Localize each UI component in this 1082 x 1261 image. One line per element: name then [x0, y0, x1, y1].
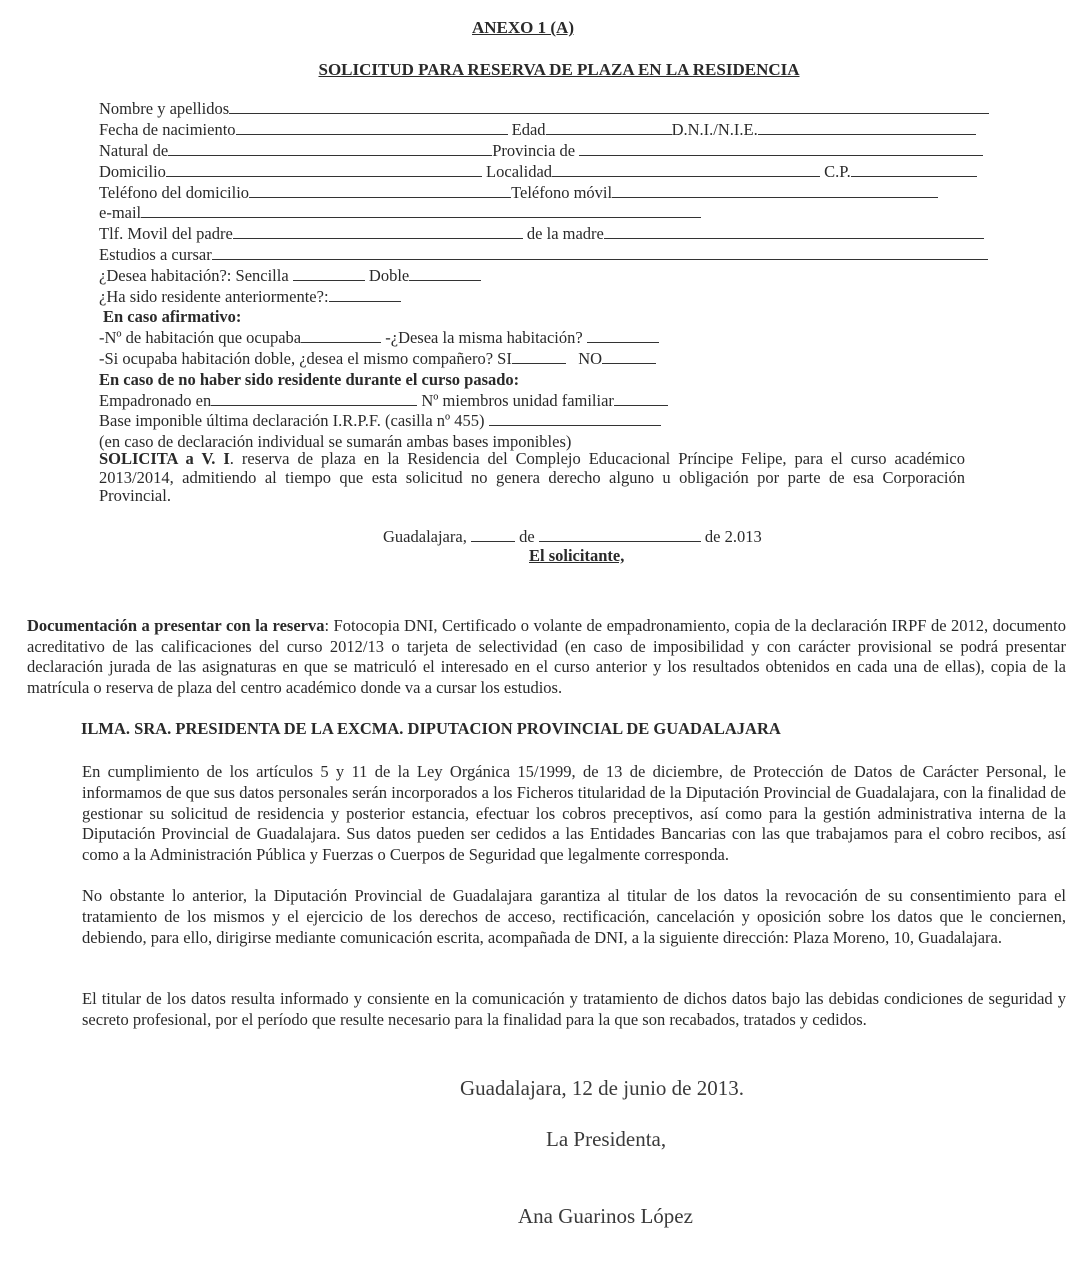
base-line[interactable]	[489, 411, 661, 426]
privacy-paragraph-3: El titular de los datos resulta informado y consiente en la comunicación y tratamiento de dichos datos bajo las debidas condiciones de seguridad y secreto profesional, por el período que resulte necesario para la finalidad para la que son recabados, tratados y cedidos.	[82, 989, 1066, 1029]
privacy-paragraph-1: En cumplimiento de los artículos 5 y 11 de la Ley Orgánica 15/1999, de 13 de diciembre, de Protección de Datos de Carácter Personal, le informamos de que sus datos personales serán incorporados a los Ficheros titularidad de la Diputación Provincial de Guadalajara, con la finalidad de gestionar su solicitud de residencia y posterior estancia, efectuar los cobros preceptivos, así como para la gestión administrativa interna de la Diputación Provincial de Guadalajara. Sus datos pueden ser cedidos a las Entidades Bancarias con las que trabajamos para el cobro recibos, así como a la Administración Pública y Fuerzas o Cuerpos de Seguridad que legalmente corresponda.	[82, 762, 1066, 865]
edad-line[interactable]	[546, 120, 672, 135]
field-base-imponible: Base imponible última declaración I.R.P.F. (casilla nº 455)	[99, 411, 661, 431]
fecha-nacimiento-line[interactable]	[236, 120, 508, 135]
misma-hab-line[interactable]	[587, 328, 659, 343]
nombre-line[interactable]	[229, 99, 989, 114]
sencilla-line[interactable]	[293, 266, 365, 281]
field-natural: Natural de Provincia de	[99, 141, 983, 161]
privacy-paragraph-2: No obstante lo anterior, la Diputación Provincial de Guadalajara garantiza al titular de los datos la revocación de su consentimiento para el tratamiento de los mismos y el ejercicio de los derechos de acceso, rectificación, cancelación y oposición sobre los datos que le conciernen, debiendo, para ello, dirigirse mediante comunicación escrita, acompañada de DNI, a la siguiente dirección: Plaza Moreno, 10, Guadalajara.	[82, 886, 1066, 947]
tel-movil-line[interactable]	[612, 183, 938, 198]
annex-title: ANEXO 1 (A)	[472, 18, 574, 37]
documentacion-paragraph	[27, 616, 1066, 698]
field-empadronado: Empadronado en Nº miembros unidad familiar	[99, 391, 668, 411]
signature-name: Ana Guarinos López	[518, 1204, 693, 1228]
no-line[interactable]	[602, 349, 656, 364]
signature-date: Guadalajara, 12 de junio de 2013.	[460, 1076, 744, 1100]
field-estudios: Estudios a cursar	[99, 245, 988, 265]
num-hab-line[interactable]	[301, 328, 381, 343]
base-note: (en caso de declaración individual se sumarán ambas bases imponibles)	[99, 432, 572, 451]
field-habitacion: ¿Desea habitación?: Sencilla Doble	[99, 266, 481, 286]
estudios-line[interactable]	[212, 245, 988, 260]
localidad-line[interactable]	[552, 162, 820, 177]
email-line[interactable]	[141, 203, 701, 218]
documentacion-text: : Fotocopia DNI, Certificado o volante de empadronamiento, copia de la declaración IRPF de 2012, documento acreditativo de las calificaciones del curso 2012/13 o tarjeta de selectividad (en caso de imposibilidad y con carácter provisional se podrá presentar declaración jurada de las asignaturas en que se matriculó el interesado en el curso anterior y los resultados obtenidos en cada una de ellas), copia de la matrícula o reserva de plaza del centro académico donde va a cursar los estudios.	[27, 616, 1066, 697]
field-num-habitacion: -Nº de habitación que ocupaba -¿Desea la misma habitación?	[99, 328, 659, 348]
field-email: e-mail	[99, 203, 701, 223]
si-line[interactable]	[512, 349, 566, 364]
field-domicilio: Domicilio Localidad C.P.	[99, 162, 977, 182]
field-nombre: Nombre y apellidos	[99, 99, 989, 119]
fecha-linea: Guadalajara, de de 2.013	[383, 527, 762, 546]
cp-line[interactable]	[851, 162, 977, 177]
mes-line[interactable]	[539, 527, 701, 542]
no-residente-heading: En caso de no haber sido residente durante el curso pasado:	[99, 370, 520, 389]
caso-afirmativo-heading: En caso afirmativo:	[103, 307, 242, 326]
form-title: SOLICITUD PARA RESERVA DE PLAZA EN LA RESIDENCIA	[318, 60, 800, 79]
documentacion-bold: Documentación a presentar con la reserva	[27, 616, 325, 635]
field-telefono: Teléfono del domicilio Teléfono móvil	[99, 183, 938, 203]
signature-role: La Presidenta,	[546, 1127, 667, 1151]
domicilio-line[interactable]	[166, 162, 482, 177]
empadronado-line[interactable]	[211, 391, 417, 406]
solicitante-label: El solicitante,	[529, 546, 625, 565]
field-tlf-padre: Tlf. Movil del padre de la madre	[99, 224, 984, 244]
addressee: ILMA. SRA. PRESIDENTA DE LA EXCMA. DIPUTACION PROVINCIAL DE GUADALAJARA	[81, 719, 781, 738]
tlf-madre-line[interactable]	[604, 224, 984, 239]
tel-dom-line[interactable]	[249, 183, 511, 198]
field-fecha-nacimiento: Fecha de nacimiento Edad D.N.I./N.I.E.	[99, 120, 976, 140]
doble-line[interactable]	[409, 266, 481, 281]
field-companero: -Si ocupaba habitación doble, ¿desea el mismo compañero? SI NO	[99, 349, 656, 369]
provincia-line[interactable]	[579, 141, 983, 156]
solicita-text: . reserva de plaza en la Residencia del Complejo Educacional Príncipe Felipe, para el curso académico 2013/2014, admitiendo al tiempo que esta solicitud no genera derecho alguno u obligación por parte de esa Corporación Provincial.	[99, 449, 965, 505]
dia-line[interactable]	[471, 527, 515, 542]
natural-line[interactable]	[168, 141, 492, 156]
solicita-paragraph	[99, 450, 965, 506]
field-residente: ¿Ha sido residente anteriormente?:	[99, 287, 401, 307]
miembros-line[interactable]	[614, 391, 668, 406]
residente-line[interactable]	[329, 287, 401, 302]
tlf-padre-line[interactable]	[233, 224, 523, 239]
dni-line[interactable]	[758, 120, 976, 135]
solicita-bold: SOLICITA a V. I	[99, 449, 230, 468]
